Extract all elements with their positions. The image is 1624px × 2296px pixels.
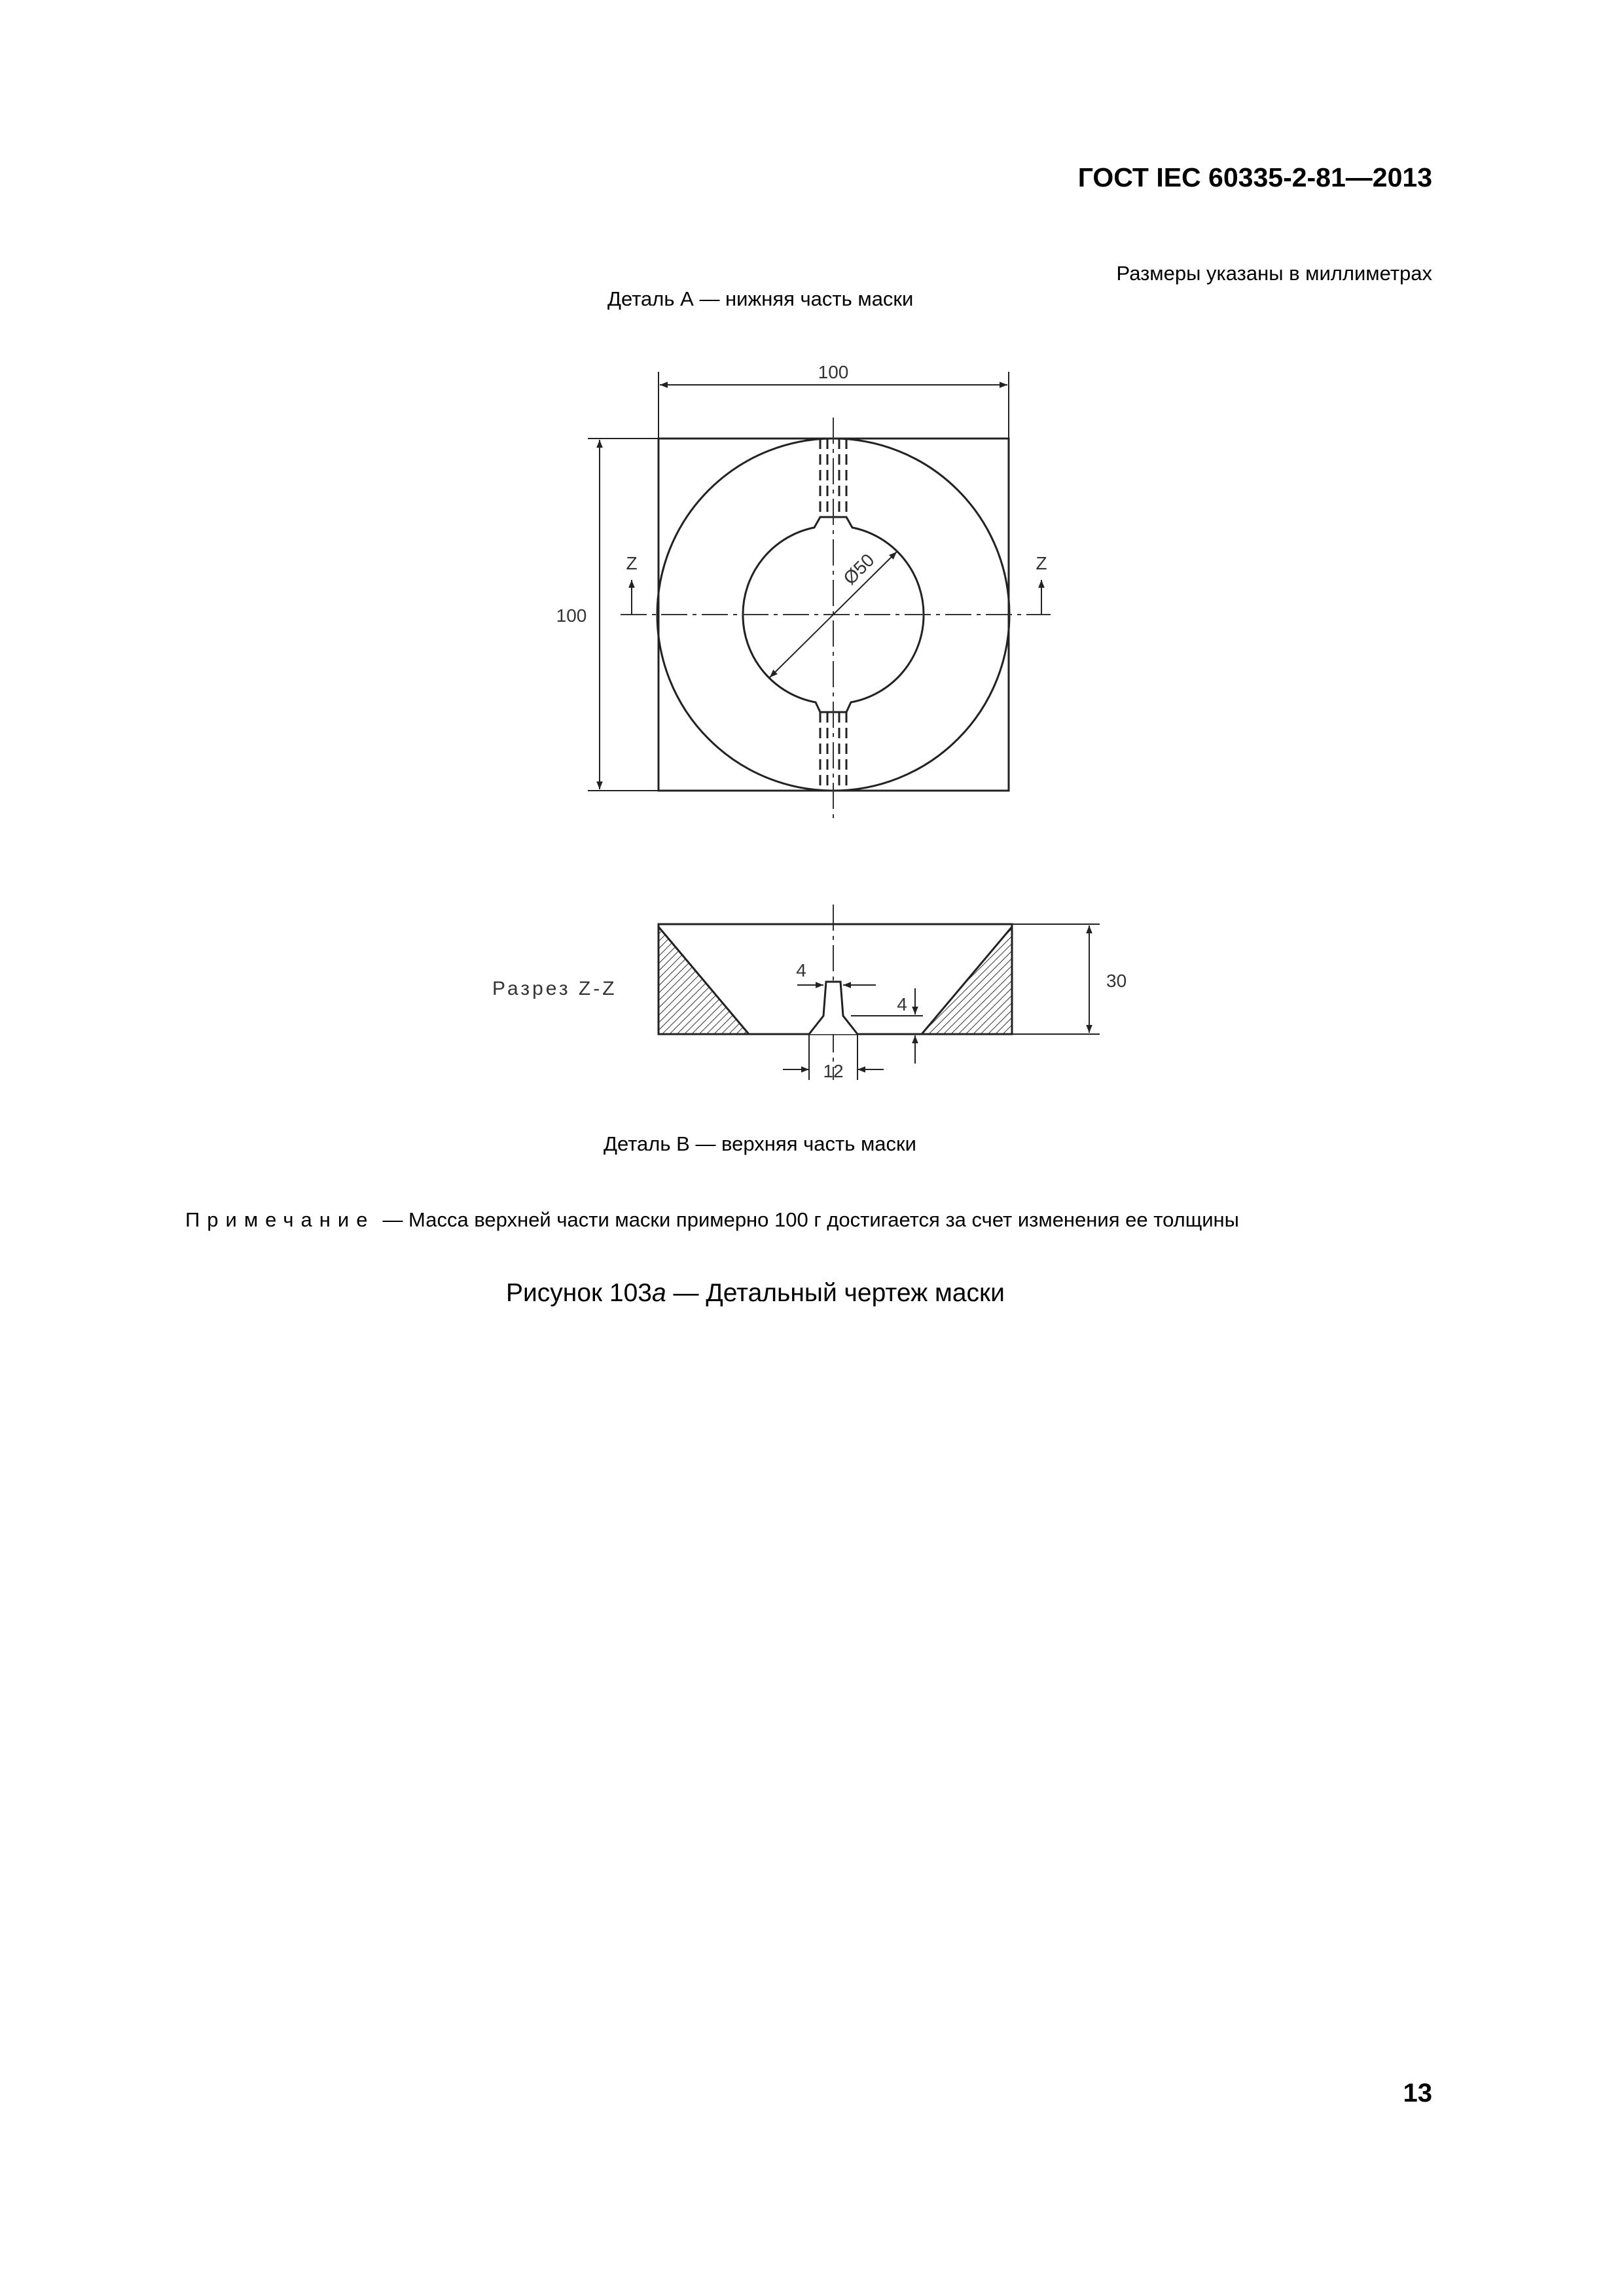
section-marker-left: Z (626, 553, 638, 573)
diameter-dim-label: Ø50 (839, 549, 878, 589)
figure-caption (506, 1279, 1005, 1308)
figure-caption-suffix: а (652, 1279, 666, 1307)
page-number: 13 (1403, 2079, 1432, 2108)
figure-caption-prefix: Рисунок 103 (506, 1279, 652, 1307)
units-note: Размеры указаны в миллиметрах (1116, 262, 1432, 285)
height-dim-label: 100 (556, 605, 587, 626)
hatched-region-left (659, 927, 749, 1034)
section-view (659, 924, 1012, 1034)
note-text: — Масса верхней части маски примерно 100 г достигается за счет изменения ее толщины (382, 1208, 1239, 1231)
opening-dim-label: 12 (823, 1061, 844, 1081)
detail-b-caption: Деталь В — верхняя часть маски (604, 1132, 916, 1155)
note-label: Примечание (185, 1208, 375, 1231)
width-dim-label: 100 (818, 362, 849, 382)
detail-a-caption: Деталь А — нижняя часть маски (607, 287, 914, 310)
section-marker-right: Z (1036, 553, 1047, 573)
slot-width-dim-label: 4 (796, 960, 806, 980)
document-header: ГОСТ IEC 60335-2-81—2013 (1077, 162, 1432, 192)
thickness-dim-label: 30 (1106, 971, 1127, 991)
section-slot (809, 982, 857, 1034)
section-label: Разрез Z-Z (492, 978, 617, 999)
hatched-region-right (922, 927, 1012, 1034)
note (185, 1208, 1239, 1232)
slot-depth-dim-label: 4 (897, 994, 907, 1014)
figure-caption-title: — Детальный чертеж маски (666, 1279, 1005, 1307)
